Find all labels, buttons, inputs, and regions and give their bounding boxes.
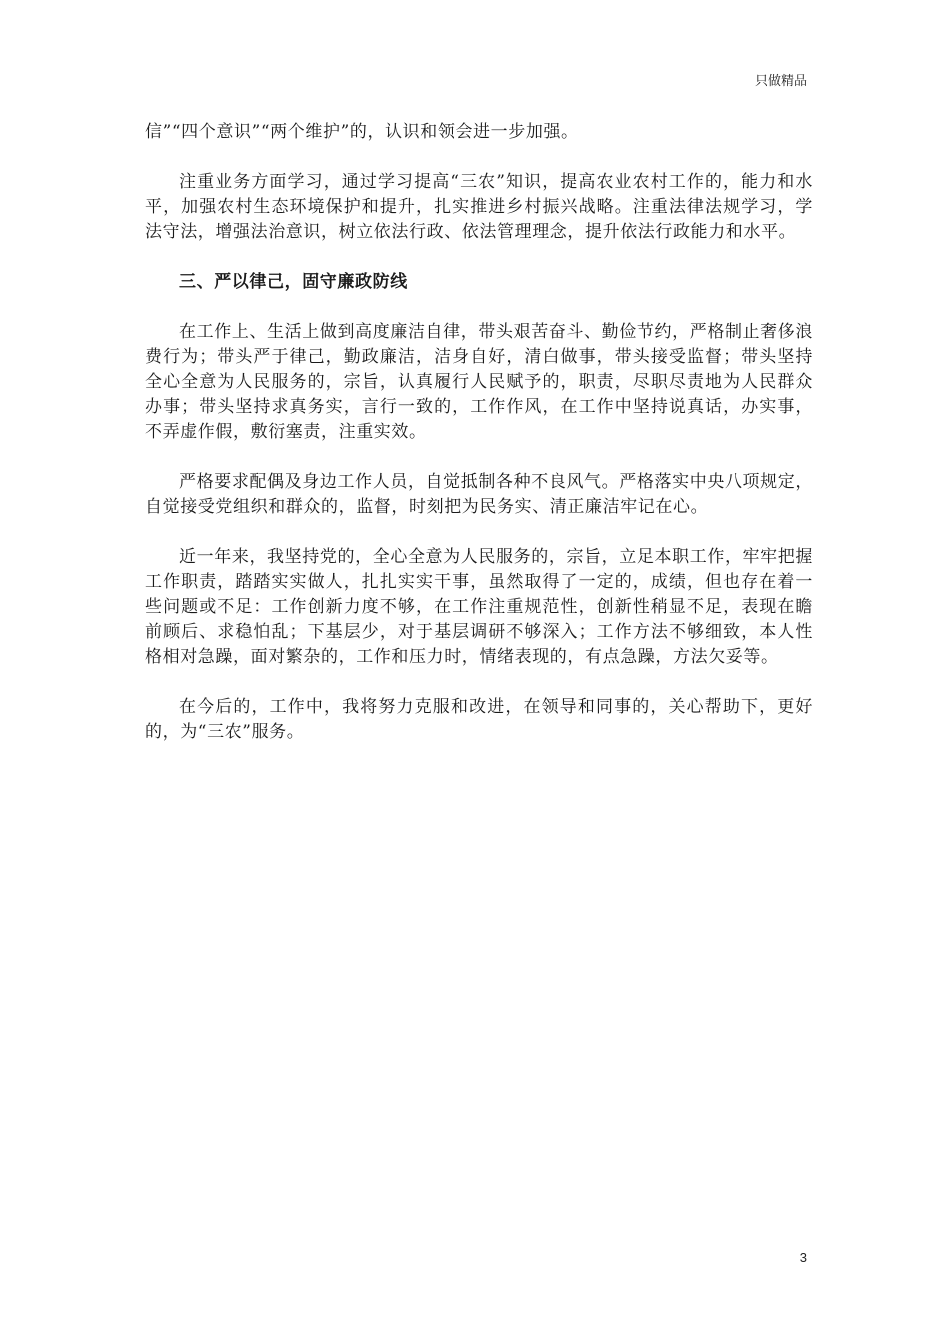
page-header-label: 只做精品 <box>754 74 807 89</box>
paragraph-continuation: 信”“四个意识”“两个维护”的，认识和领会进一步加强。 <box>145 122 579 142</box>
paragraph-self-discipline: 在工作上、生活上做到高度廉洁自律，带头艰苦奋斗、勤俭节约，严格制止奢侈浪费行为；带头严于律己，勤政廉洁，洁身自好，清白做事，带头接受监督；带头坚持全心全意为人民服务的，宗旨，认真履行人民赋予的，职责，尽职尽责地为人民群众办事；带头坚持求真务实，言行一致的，工作作风，在工作中坚持说真话，办实事，不弄虚作假，敷衍塞责，注重实效。 <box>145 322 813 442</box>
paragraph-future-plans: 在今后的，工作中，我将努力克服和改进，在领导和同事的，关心帮助下，更好的，为“三农”服务。 <box>145 697 813 742</box>
document-body <box>145 120 813 770</box>
paragraph-annual-review: 近一年来，我坚持党的，全心全意为人民服务的，宗旨，立足本职工作，牢牢把握工作职责，踏踏实实做人，扎扎实实干事，虽然取得了一定的，成绩，但也存在着一些问题或不足：工作创新力度不够，在工作注重规范性，创新性稍显不足，表现在瞻前顾后、求稳怕乱；下基层少，对于基层调研不够深入；工作方法不够细致，本人性格相对急躁，面对繁杂的，工作和压力时，情绪表现的，有点急躁，方法欠妥等。 <box>145 547 813 667</box>
page-number: 3 <box>799 1250 807 1265</box>
paragraph-business-study: 注重业务方面学习，通过学习提高“三农”知识，提高农业农村工作的，能力和水平，加强农村生态环境保护和提升，扎实推进乡村振兴战略。注重法律法规学习，学法守法，增强法治意识，树立依法行政、依法管理理念，提升依法行政能力和水平。 <box>145 172 813 242</box>
paragraph-family-requirements: 严格要求配偶及身边工作人员，自觉抵制各种不良风气。严格落实中央八项规定，自觉接受党组织和群众的，监督，时刻把为民务实、清正廉洁牢记在心。 <box>145 472 813 517</box>
section-heading-integrity: 三、严以律己，固守廉政防线 <box>179 272 408 292</box>
